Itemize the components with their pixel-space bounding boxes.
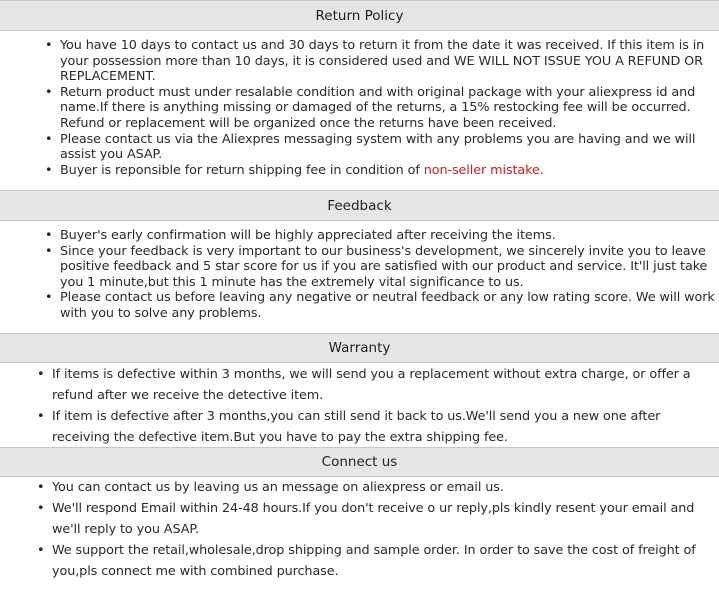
list-item: • Return product must under resalable condition and with original package with your aliexpress id and name.If there is anything missing or damaged of the returns, a 15% restocking fee will be occurred. Refund or replacement will be organized once the returns have been received. — [0, 85, 719, 132]
warranty-header — [0, 333, 719, 363]
warranty-title: Warranty — [328, 340, 391, 356]
list-item: • Please contact us before leaving any negative or neutral feedback or any low rating score. We will work with you to solve any problems. — [0, 290, 719, 321]
list-item — [0, 163, 719, 179]
list-item: • Please contact us via the Aliexpres messaging system with any problems you are having and we will assist you ASAP. — [0, 132, 719, 163]
connect-header — [0, 447, 719, 477]
list-item: • You can contact us by leaving us an message on aliexpress or email us. — [0, 477, 719, 498]
non-seller-mistake-highlight: non-seller mistake. — [423, 162, 544, 178]
list-item-text: Buyer is reponsible for return shipping fee in condition of — [60, 162, 424, 178]
connect-list — [0, 477, 719, 582]
list-item: • If items is defective within 3 months, we will send you a replacement without extra charge, or offer a refund after we receive the detective item. — [0, 364, 719, 406]
warranty-list — [0, 364, 719, 448]
feedback-list — [0, 228, 719, 322]
connect-title: Connect us — [321, 454, 398, 470]
list-item: • We support the retail,wholesale,drop shipping and sample order. In order to save the cost of freight of you,pls connect me with combined purchase. — [0, 540, 719, 582]
list-item: • Since your feedback is very important to our business's development, we sincerely invite you to leave positive feedback and 5 star score for us if you are satisfied with our product and service. It'll just take you 1 minute,but this 1 minute has the extremely vital significance to us. — [0, 244, 719, 291]
list-item: • We'll respond Email within 24-48 hours.If you don't receive o ur reply,pls kindly resent your email and we'll reply to you ASAP. — [0, 498, 719, 540]
return-policy-list — [0, 38, 719, 178]
feedback-header — [0, 190, 719, 221]
return-policy-title: Return Policy — [315, 8, 404, 24]
list-item: • Buyer's early confirmation will be highly appreciated after receiving the items. — [0, 228, 719, 244]
list-item: • You have 10 days to contact us and 30 days to return it from the date it was received. If this item is in your possession more than 10 days, it is considered used and WE WILL NOT ISSUE YOU A REFUND OR REPLACEMENT. — [0, 38, 719, 85]
feedback-title: Feedback — [327, 198, 392, 214]
list-item: • If item is defective after 3 months,you can still send it back to us.We'll send you a new one after receiving the defective item.But you have to pay the extra shipping fee. — [0, 406, 719, 448]
return-policy-header — [0, 0, 719, 31]
